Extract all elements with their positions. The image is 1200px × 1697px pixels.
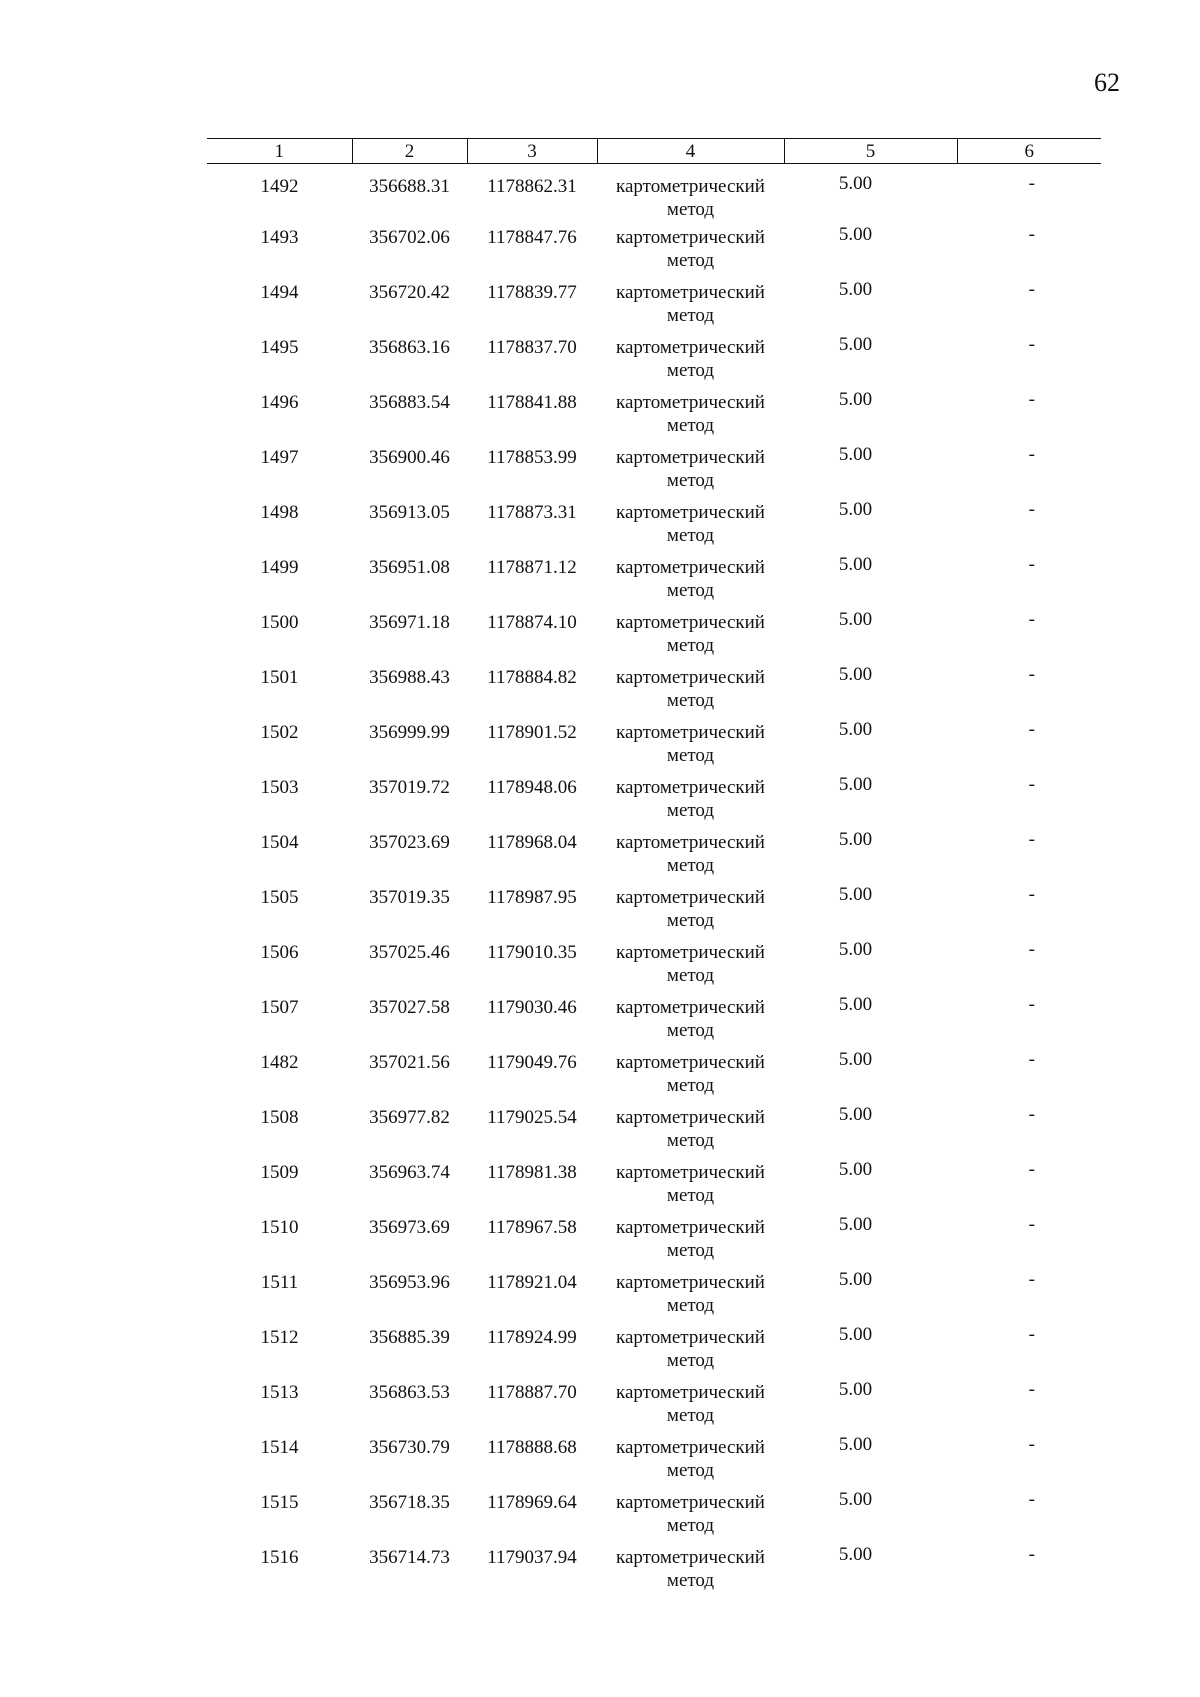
precision-value: 5.00 <box>838 609 873 630</box>
table-row <box>207 1046 1101 1101</box>
description-value: - <box>1028 1269 1035 1290</box>
precision-value: 5.00 <box>838 664 873 685</box>
method-line-1: картометрический <box>616 1217 765 1238</box>
table-row <box>207 661 1101 716</box>
table-row <box>207 386 1101 441</box>
coord-y: 1178981.38 <box>487 1162 577 1183</box>
method-cell <box>597 1156 784 1211</box>
table-row <box>207 936 1101 991</box>
method-line-2: метод <box>666 470 715 491</box>
description-value: - <box>1028 939 1035 960</box>
coord-x: 356730.79 <box>369 1437 450 1458</box>
precision-value: 5.00 <box>838 389 873 410</box>
method-line-1: картометрический <box>616 337 765 358</box>
method-cell <box>597 716 784 771</box>
coord-y: 1178884.82 <box>487 667 577 688</box>
method-line-2: метод <box>666 1130 715 1151</box>
precision-value: 5.00 <box>838 334 873 355</box>
method-line-2: метод <box>666 1185 715 1206</box>
point-number: 1516 <box>260 1547 299 1568</box>
coord-y: 1178967.58 <box>487 1217 577 1238</box>
method-line-1: картометрический <box>616 392 765 413</box>
coord-x: 356714.73 <box>369 1547 450 1568</box>
method-line-2: метод <box>666 1350 715 1371</box>
coord-y: 1178987.95 <box>487 887 577 908</box>
coord-y: 1178862.31 <box>487 176 577 197</box>
method-cell <box>597 661 784 716</box>
table-row <box>207 1541 1101 1596</box>
method-line-2: метод <box>666 745 715 766</box>
description-value: - <box>1028 1379 1035 1400</box>
method-cell <box>597 164 784 222</box>
method-line-1: картометрический <box>616 667 765 688</box>
table-row <box>207 1211 1101 1266</box>
description-value: - <box>1028 719 1035 740</box>
description-value: - <box>1028 609 1035 630</box>
method-line-1: картометрический <box>616 1272 765 1293</box>
method-cell <box>597 936 784 991</box>
description-value: - <box>1028 1049 1035 1070</box>
description-value: - <box>1028 334 1035 355</box>
point-number: 1494 <box>260 282 299 303</box>
point-number: 1492 <box>260 176 299 197</box>
method-line-2: метод <box>666 1515 715 1536</box>
method-line-1: картометрический <box>616 1052 765 1073</box>
method-cell <box>597 991 784 1046</box>
method-line-1: картометрический <box>616 1382 765 1403</box>
method-line-1: картометрический <box>616 227 765 248</box>
point-number: 1509 <box>260 1162 299 1183</box>
method-cell <box>597 331 784 386</box>
point-number: 1507 <box>260 997 299 1018</box>
method-line-2: метод <box>666 525 715 546</box>
header-row <box>207 139 1101 164</box>
coord-y: 1178839.77 <box>487 282 577 303</box>
point-number: 1503 <box>260 777 299 798</box>
header-col-1: 1 <box>207 139 352 164</box>
method-cell <box>597 1321 784 1376</box>
precision-value: 5.00 <box>838 1049 873 1070</box>
precision-value: 5.00 <box>838 1379 873 1400</box>
table-row <box>207 1376 1101 1431</box>
point-number: 1504 <box>260 832 299 853</box>
method-line-2: метод <box>666 360 715 381</box>
method-line-2: метод <box>666 855 715 876</box>
precision-value: 5.00 <box>838 829 873 850</box>
point-number: 1499 <box>260 557 299 578</box>
point-number: 1496 <box>260 392 299 413</box>
method-cell <box>597 1211 784 1266</box>
method-cell <box>597 771 784 826</box>
method-line-1: картометрический <box>616 887 765 908</box>
method-line-2: метод <box>666 1020 715 1041</box>
coord-x: 356702.06 <box>369 227 450 248</box>
coord-y: 1178888.68 <box>487 1437 577 1458</box>
method-line-1: картометрический <box>616 777 765 798</box>
coord-y: 1178948.06 <box>487 777 577 798</box>
method-line-1: картометрический <box>616 1107 765 1128</box>
description-value: - <box>1028 1544 1035 1565</box>
method-line-1: картометрический <box>616 1162 765 1183</box>
description-value: - <box>1028 554 1035 575</box>
method-line-2: метод <box>666 635 715 656</box>
description-value: - <box>1028 884 1035 905</box>
point-number: 1495 <box>260 337 299 358</box>
method-line-2: метод <box>666 800 715 821</box>
page-number: 62 <box>1094 68 1120 97</box>
method-line-1: картометрический <box>616 447 765 468</box>
method-line-2: метод <box>666 1570 715 1591</box>
table-row <box>207 221 1101 276</box>
coord-y: 1178968.04 <box>487 832 577 853</box>
precision-value: 5.00 <box>838 224 873 245</box>
description-value: - <box>1028 389 1035 410</box>
method-line-1: картометрический <box>616 612 765 633</box>
method-line-1: картометрический <box>616 1547 765 1568</box>
table-row <box>207 551 1101 606</box>
table-row <box>207 1156 1101 1211</box>
description-value: - <box>1028 499 1035 520</box>
table-row <box>207 276 1101 331</box>
precision-value: 5.00 <box>838 1214 873 1235</box>
coord-y: 1178969.64 <box>487 1492 577 1513</box>
coord-x: 356718.35 <box>369 1492 450 1513</box>
precision-value: 5.00 <box>838 1269 873 1290</box>
precision-value: 5.00 <box>838 884 873 905</box>
description-value: - <box>1028 774 1035 795</box>
description-value: - <box>1028 829 1035 850</box>
method-cell <box>597 1376 784 1431</box>
description-value: - <box>1028 224 1035 245</box>
method-line-2: метод <box>666 1295 715 1316</box>
method-line-2: метод <box>666 1405 715 1426</box>
precision-value: 5.00 <box>838 173 873 194</box>
point-number: 1510 <box>260 1217 299 1238</box>
method-cell <box>597 1486 784 1541</box>
description-value: - <box>1028 444 1035 465</box>
description-value: - <box>1028 1489 1035 1510</box>
method-line-2: метод <box>666 1075 715 1096</box>
coord-x: 356720.42 <box>369 282 450 303</box>
precision-value: 5.00 <box>838 1324 873 1345</box>
header-col-6: 6 <box>957 139 1101 164</box>
precision-value: 5.00 <box>838 719 873 740</box>
coord-x: 356951.08 <box>369 557 450 578</box>
coord-x: 357023.69 <box>369 832 450 853</box>
method-cell <box>597 606 784 661</box>
method-line-1: картометрический <box>616 502 765 523</box>
coord-x: 356963.74 <box>369 1162 450 1183</box>
coord-y: 1179049.76 <box>487 1052 577 1073</box>
precision-value: 5.00 <box>838 279 873 300</box>
description-value: - <box>1028 1434 1035 1455</box>
coord-x: 356688.31 <box>369 176 450 197</box>
coord-x: 356988.43 <box>369 667 450 688</box>
method-line-1: картометрический <box>616 557 765 578</box>
table-row <box>207 606 1101 661</box>
method-line-1: картометрический <box>616 176 765 197</box>
coord-y: 1178924.99 <box>487 1327 577 1348</box>
point-number: 1513 <box>260 1382 299 1403</box>
method-line-1: картометрический <box>616 1492 765 1513</box>
table-row <box>207 1101 1101 1156</box>
coord-y: 1178874.10 <box>487 612 577 633</box>
coord-x: 356977.82 <box>369 1107 450 1128</box>
method-line-1: картометрический <box>616 942 765 963</box>
method-cell <box>597 881 784 936</box>
table-row <box>207 331 1101 386</box>
coordinates-table <box>207 138 1101 1596</box>
coord-x: 357019.35 <box>369 887 450 908</box>
coord-x: 356883.54 <box>369 392 450 413</box>
coord-y: 1179010.35 <box>487 942 577 963</box>
method-cell <box>597 441 784 496</box>
method-cell <box>597 386 784 441</box>
coord-x: 356913.05 <box>369 502 450 523</box>
point-number: 1498 <box>260 502 299 523</box>
point-number: 1502 <box>260 722 299 743</box>
method-cell <box>597 276 784 331</box>
coord-y: 1178873.31 <box>487 502 577 523</box>
method-cell <box>597 1541 784 1596</box>
coord-x: 356885.39 <box>369 1327 450 1348</box>
method-line-2: метод <box>666 1460 715 1481</box>
point-number: 1505 <box>260 887 299 908</box>
point-number: 1500 <box>260 612 299 633</box>
table-row <box>207 826 1101 881</box>
coord-y: 1179030.46 <box>487 997 577 1018</box>
header-col-5: 5 <box>784 139 957 164</box>
method-line-2: метод <box>666 910 715 931</box>
method-line-1: картометрический <box>616 997 765 1018</box>
point-number: 1497 <box>260 447 299 468</box>
point-number: 1501 <box>260 667 299 688</box>
method-line-2: метод <box>666 415 715 436</box>
method-line-2: метод <box>666 965 715 986</box>
coord-x: 356863.16 <box>369 337 450 358</box>
precision-value: 5.00 <box>838 774 873 795</box>
coord-x: 357019.72 <box>369 777 450 798</box>
coord-x: 357025.46 <box>369 942 450 963</box>
point-number: 1512 <box>260 1327 299 1348</box>
description-value: - <box>1028 279 1035 300</box>
coord-y: 1178921.04 <box>487 1272 577 1293</box>
coord-y: 1178901.52 <box>487 722 577 743</box>
coord-x: 356973.69 <box>369 1217 450 1238</box>
method-cell <box>597 1101 784 1156</box>
table-body <box>207 164 1101 1597</box>
method-line-1: картометрический <box>616 1437 765 1458</box>
method-cell <box>597 1431 784 1486</box>
table-row <box>207 1486 1101 1541</box>
table-row <box>207 441 1101 496</box>
precision-value: 5.00 <box>838 444 873 465</box>
point-number: 1506 <box>260 942 299 963</box>
method-line-1: картометрический <box>616 722 765 743</box>
table-header <box>207 139 1101 164</box>
coord-x: 356953.96 <box>369 1272 450 1293</box>
coord-x: 356863.53 <box>369 1382 450 1403</box>
description-value: - <box>1028 1324 1035 1345</box>
point-number: 1514 <box>260 1437 299 1458</box>
method-line-2: метод <box>666 580 715 601</box>
coord-y: 1178847.76 <box>487 227 577 248</box>
description-value: - <box>1028 1159 1035 1180</box>
table-row <box>207 771 1101 826</box>
coord-y: 1178853.99 <box>487 447 577 468</box>
precision-value: 5.00 <box>838 994 873 1015</box>
method-cell <box>597 1046 784 1101</box>
precision-value: 5.00 <box>838 939 873 960</box>
precision-value: 5.00 <box>838 1159 873 1180</box>
table-row <box>207 716 1101 771</box>
coord-y: 1178841.88 <box>487 392 577 413</box>
coord-x: 357021.56 <box>369 1052 450 1073</box>
method-line-2: метод <box>666 690 715 711</box>
header-col-3: 3 <box>467 139 597 164</box>
table-row <box>207 1321 1101 1376</box>
method-line-1: картометрический <box>616 282 765 303</box>
table-row <box>207 496 1101 551</box>
header-col-4: 4 <box>597 139 784 164</box>
coord-y: 1178871.12 <box>487 557 577 578</box>
table-row <box>207 164 1101 222</box>
coord-y: 1178837.70 <box>487 337 577 358</box>
method-line-2: метод <box>666 250 715 271</box>
table-row <box>207 1431 1101 1486</box>
method-line-2: метод <box>666 305 715 326</box>
coord-y: 1179025.54 <box>487 1107 577 1128</box>
precision-value: 5.00 <box>838 554 873 575</box>
precision-value: 5.00 <box>838 499 873 520</box>
point-number: 1511 <box>260 1272 299 1293</box>
coord-x: 356971.18 <box>369 612 450 633</box>
description-value: - <box>1028 1104 1035 1125</box>
table-row <box>207 1266 1101 1321</box>
description-value: - <box>1028 994 1035 1015</box>
method-cell <box>597 826 784 881</box>
point-number: 1493 <box>260 227 299 248</box>
table-row <box>207 991 1101 1046</box>
coord-y: 1178887.70 <box>487 1382 577 1403</box>
description-value: - <box>1028 1214 1035 1235</box>
coord-y: 1179037.94 <box>487 1547 577 1568</box>
precision-value: 5.00 <box>838 1434 873 1455</box>
coord-x: 357027.58 <box>369 997 450 1018</box>
point-number: 1515 <box>260 1492 299 1513</box>
description-value: - <box>1028 664 1035 685</box>
method-cell <box>597 1266 784 1321</box>
coord-x: 356900.46 <box>369 447 450 468</box>
table-row <box>207 881 1101 936</box>
precision-value: 5.00 <box>838 1104 873 1125</box>
method-cell <box>597 551 784 606</box>
precision-value: 5.00 <box>838 1544 873 1565</box>
precision-value: 5.00 <box>838 1489 873 1510</box>
method-line-1: картометрический <box>616 1327 765 1348</box>
method-line-1: картометрический <box>616 832 765 853</box>
method-cell <box>597 221 784 276</box>
description-value: - <box>1028 173 1035 194</box>
method-line-2: метод <box>666 199 715 220</box>
method-cell <box>597 496 784 551</box>
point-number: 1508 <box>260 1107 299 1128</box>
header-col-2: 2 <box>352 139 467 164</box>
point-number: 1482 <box>260 1052 299 1073</box>
method-line-2: метод <box>666 1240 715 1261</box>
coord-x: 356999.99 <box>369 722 450 743</box>
